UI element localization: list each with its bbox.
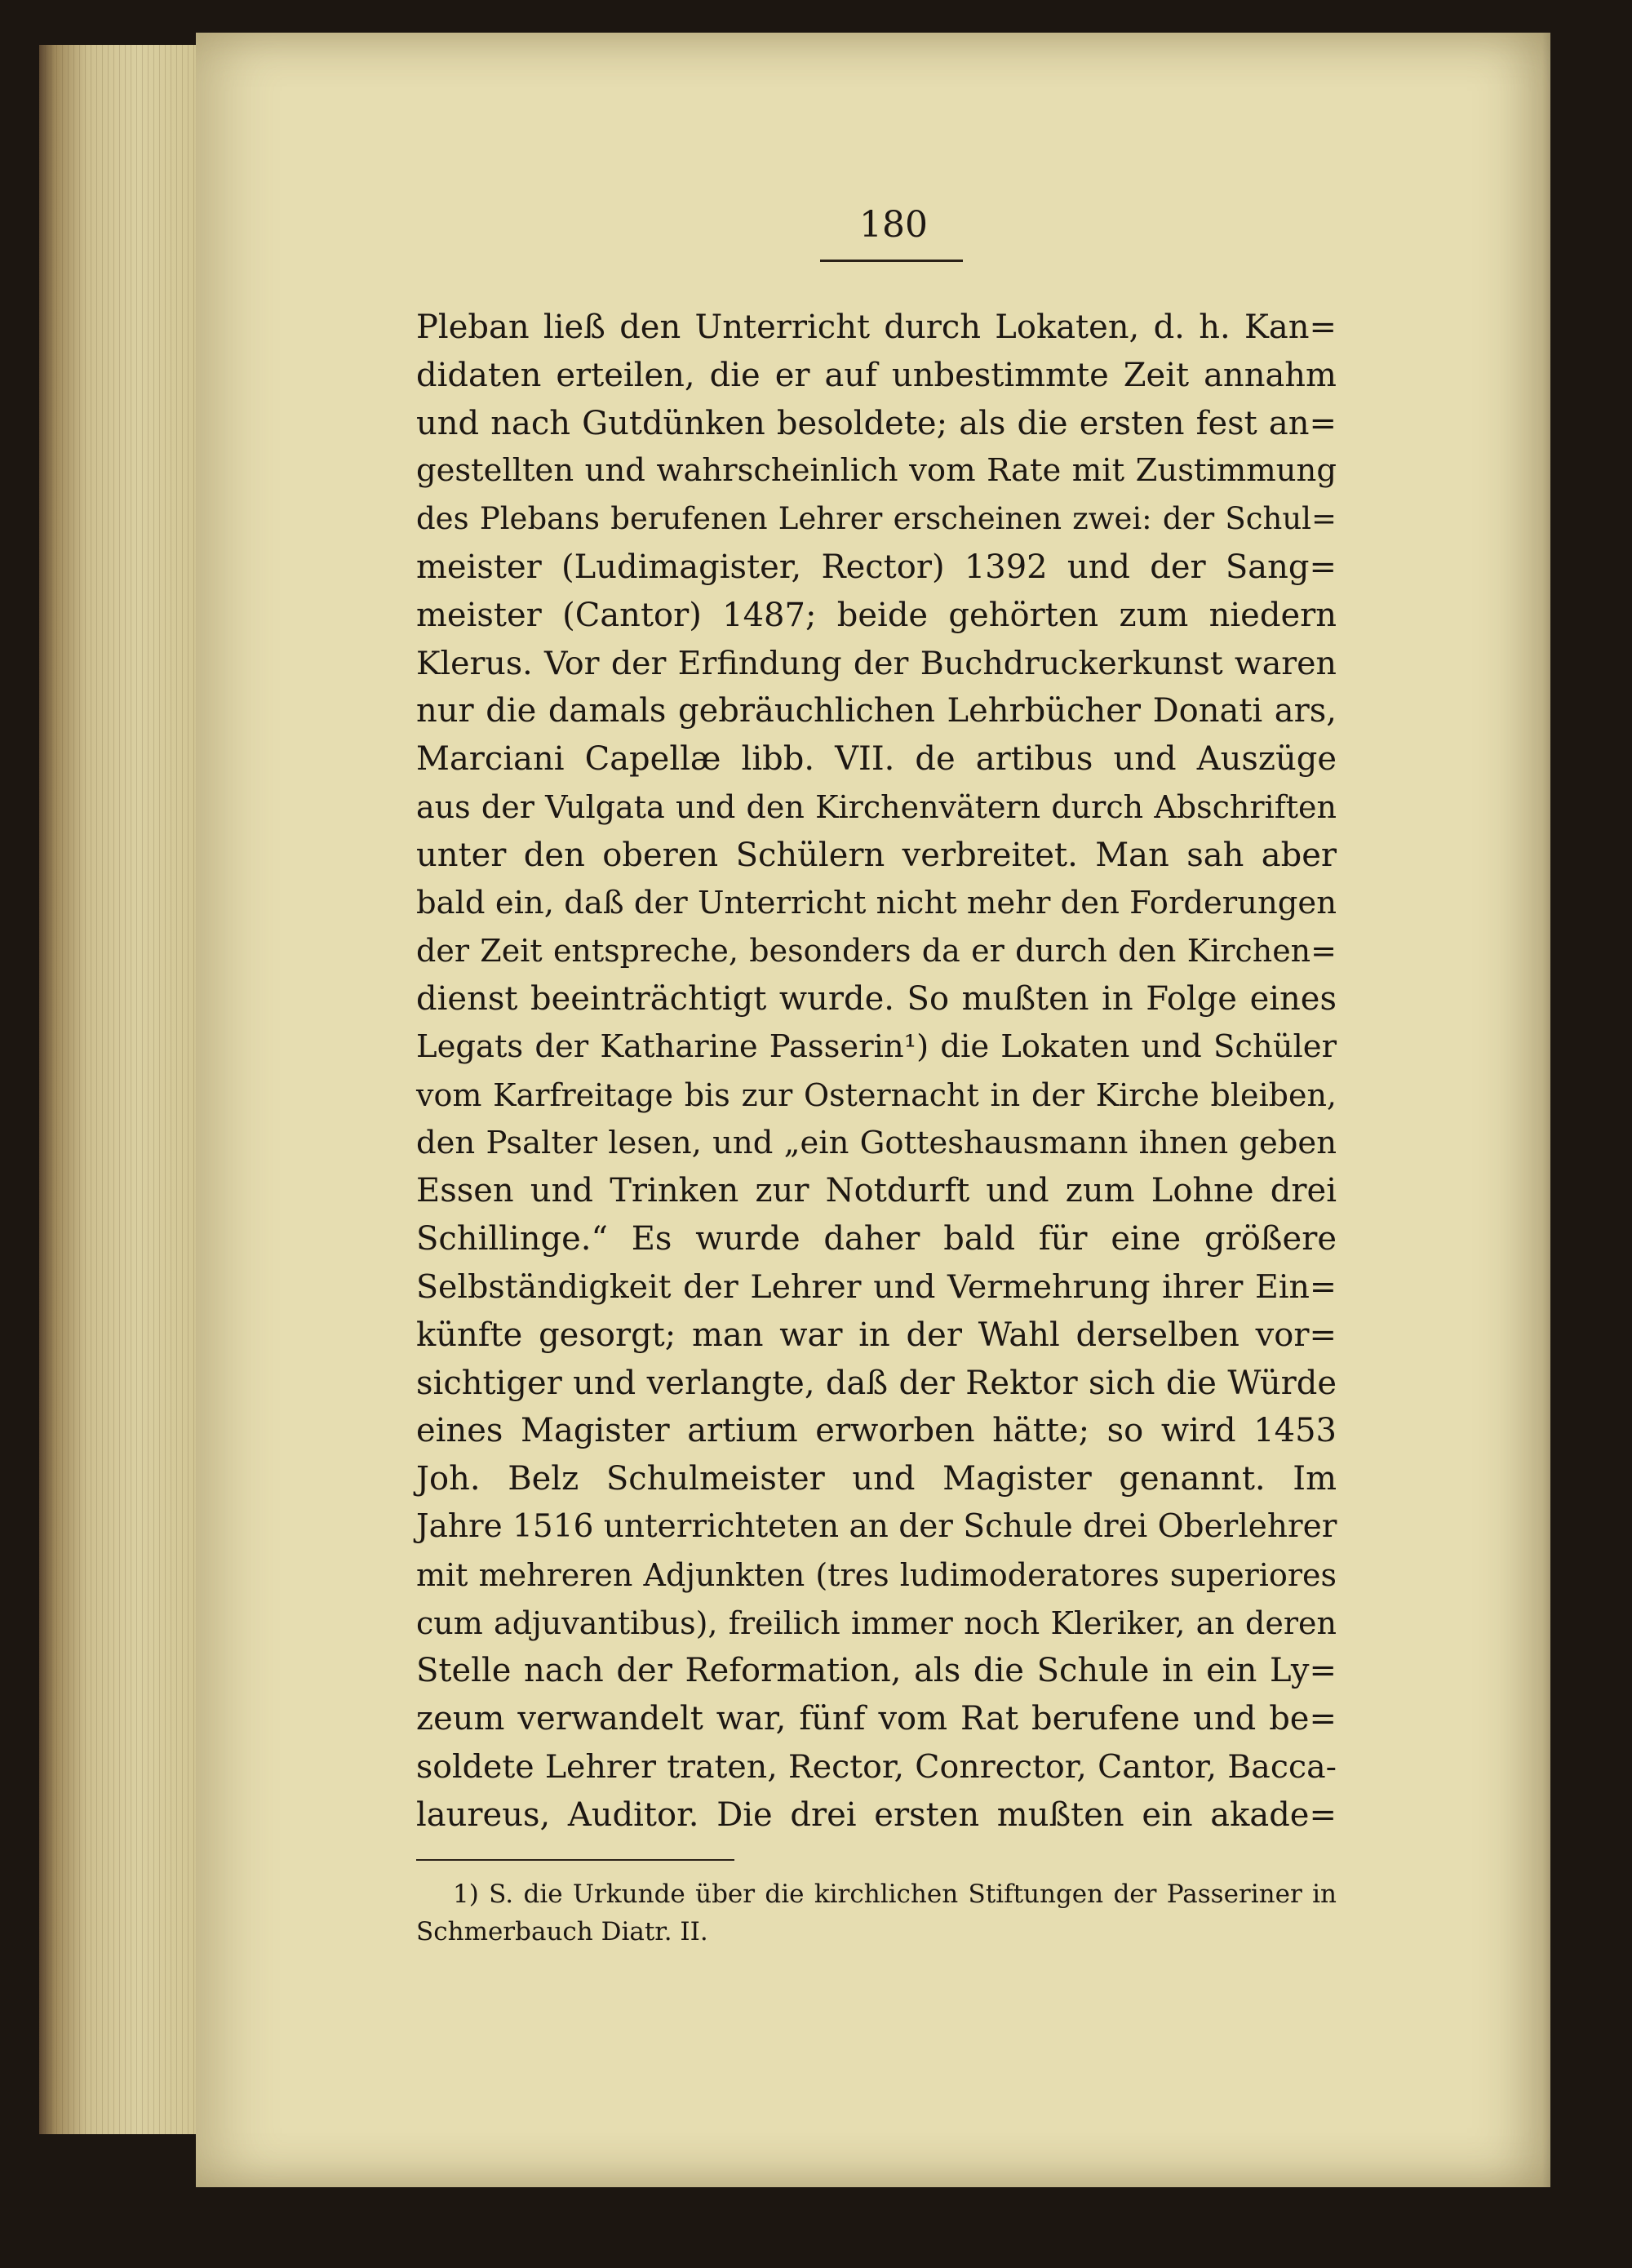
text-line: künfte gesorgt; man war in der Wahl derselben vor= (416, 1316, 1337, 1354)
text-line: unter den oberen Schülern verbreitet. Man sah aber (416, 836, 1337, 874)
text-line: Pleban ließ den Unterricht durch Lokaten, d. h. Kan= (416, 308, 1337, 346)
text-line: didaten erteilen, die er auf unbestimmte Zeit annahm (416, 356, 1337, 394)
text-line: und nach Gutdünken besoldete; als die ersten fest an= (416, 404, 1337, 442)
text-line: cum adjuvantibus), freilich immer noch Kleriker, an deren (416, 1604, 1337, 1641)
text-line: des Plebans berufenen Lehrer erscheinen zwei: der Schul= (416, 501, 1337, 537)
text-line: Klerus. Vor der Erfindung der Buchdruckerkunst waren (416, 644, 1337, 682)
page-number: 180 (859, 204, 928, 246)
text-line: vom Karfreitage bis zur Osternacht in der Kirche bleiben, (416, 1076, 1337, 1113)
text-line: sichtiger und verlangte, daß der Rektor sich die Würde (416, 1364, 1337, 1402)
text-line: Selbständigkeit der Lehrer und Vermehrung ihrer Ein= (416, 1267, 1337, 1306)
text-line: aus der Vulgata und den Kirchenvätern durch Abschriften (416, 788, 1337, 825)
text-line: soldete Lehrer traten, Rector, Conrector, Cantor, Bacca- (416, 1747, 1337, 1786)
text-line: laureus, Auditor. Die drei ersten mußten ein akade= (416, 1795, 1337, 1834)
text-line: Legats der Katharine Passerin¹) die Lokaten und Schüler (416, 1027, 1337, 1065)
body-text (416, 304, 1337, 1840)
footnote-rule (416, 1859, 734, 1861)
text-line: bald ein, daß der Unterricht nicht mehr den Forderungen (416, 884, 1337, 921)
text-line: meister (Cantor) 1487; beide gehörten zum niedern (416, 596, 1337, 634)
footnote-line: Schmerbauch Diatr. II. (416, 1917, 708, 1946)
text-line: gestellten und wahrscheinlich vom Rate mit Zustimmung (416, 452, 1337, 490)
text-line: nur die damals gebräuchlichen Lehrbücher Donati ars, (416, 692, 1337, 730)
text-line: der Zeit entspreche, besonders da er durch den Kirchen= (416, 933, 1337, 970)
text-line: Essen und Trinken zur Notdurft und zum Lohne drei (416, 1172, 1337, 1210)
text-line: dienst beeinträchtigt wurde. So mußten in Folge eines (416, 980, 1337, 1019)
text-line: Marciani Capellæ libb. VII. de artibus und Auszüge (416, 740, 1337, 779)
footnote-line: 1) S. die Urkunde über die kirchlichen Stiftungen der Passeriner in (453, 1880, 1337, 1909)
page-gutter-shadow (1542, 33, 1632, 2187)
text-line: mit mehreren Adjunkten (tres ludimoderatores superiores (416, 1556, 1337, 1593)
page-number-rule (820, 260, 963, 262)
footnotes (416, 1875, 1337, 1951)
text-line: eines Magister artium erworben hätte; so wird 1453 (416, 1412, 1337, 1450)
text-line: Schillinge.“ Es wurde daher bald für eine größere (416, 1220, 1337, 1258)
text-line: meister (Ludimagister, Rector) 1392 und der Sang= (416, 548, 1337, 586)
text-line: Jahre 1516 unterrichteten an der Schule drei Oberlehrer (416, 1507, 1337, 1545)
text-line: zeum verwandelt war, fünf vom Rat berufene und be= (416, 1700, 1337, 1738)
text-line: den Psalter lesen, und „ein Gotteshausmann ihnen geben (416, 1124, 1337, 1161)
text-line: Joh. Belz Schulmeister und Magister genannt. Im (416, 1460, 1337, 1498)
text-line: Stelle nach der Reformation, als die Schule in ein Ly= (416, 1652, 1337, 1690)
